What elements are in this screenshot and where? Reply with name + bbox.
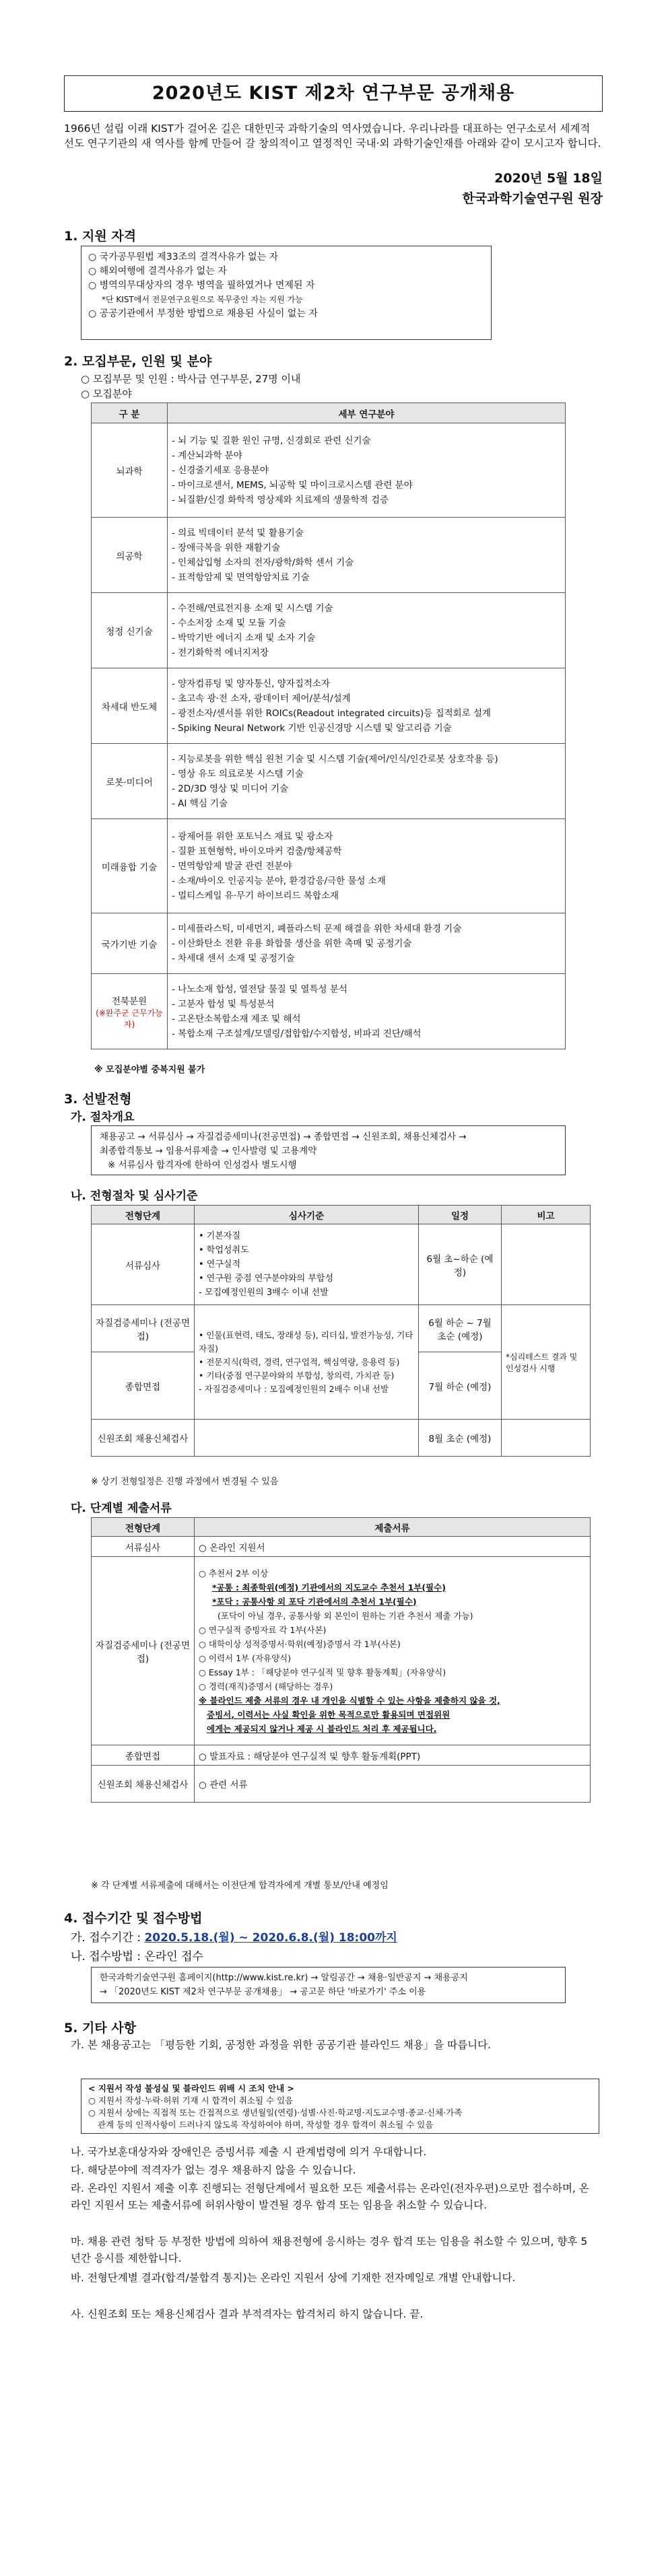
- doc-item: ○ 경력(재직)증명서 (해당하는 경우): [199, 1681, 333, 1692]
- table-header: 전형단계: [92, 1518, 195, 1537]
- stage-name: 서류심사: [92, 1224, 195, 1305]
- field-item: - 뇌 기능 및 질환 원인 규명, 신경회로 관련 신기술: [172, 435, 371, 446]
- field-item: - 인체삽입형 소자의 전자/광학/화학 센서 기술: [172, 557, 354, 568]
- field-item: - 계산뇌과학 분야: [172, 450, 242, 461]
- field-category: 미래융합 기술: [92, 819, 168, 913]
- field-item: - 신경줄기세포 응용분야: [172, 464, 269, 476]
- organization-name: 한국과학기술연구원 원장: [462, 191, 603, 206]
- application-method-box: [91, 1967, 566, 2003]
- field-item: - 뇌질환/신경 화학적 영상제와 치료제의 생물학적 검증: [172, 494, 389, 506]
- field-category-note: (※완주군 근무가능자): [96, 1008, 163, 1029]
- field-item: - 영상 유도 의료로봇 시스템 기술: [172, 768, 304, 779]
- blind-warning-box: [81, 2079, 599, 2134]
- section-2-title: 2. 모집부문, 인원 및 분야: [64, 354, 212, 369]
- section-5-title: 5. 기타 사항: [64, 2021, 137, 2035]
- doc-item: ○ 연구실적 증빙자료 각 1부(사본): [199, 1624, 327, 1635]
- field-item: - AI 핵심 기술: [172, 798, 228, 809]
- stage-remark: *심리테스트 결과 및 인성검사 시행: [502, 1305, 591, 1420]
- doc-item: ○ 이력서 1부 (자유양식): [199, 1652, 292, 1663]
- recruit-fields-label: ○ 모집분야: [81, 388, 132, 400]
- field-item: - 표적항암제 및 면역항암치료 기술: [172, 571, 310, 583]
- table-header: 비고: [502, 1206, 591, 1224]
- eligibility-item: ○ 병역의무대상자의 경우 병역을 필하였거나 면제된 자: [88, 280, 315, 291]
- field-item: - 전기화학적 에너지저장: [172, 647, 269, 658]
- table-header: 심사기준: [195, 1206, 419, 1224]
- blind-recruitment-note: 가. 본 채용공고는 「평등한 기회, 공정한 과정을 위한 공공기관 블라인드 채용」을 따릅니다.: [71, 2039, 492, 2051]
- field-category: 국가기반 기술: [92, 913, 168, 974]
- field-category: 청정 신기술: [92, 593, 168, 668]
- field-item: - 고온탄소복합소재 제조 및 해석: [172, 1013, 301, 1024]
- application-period-value: 2020.5.18.(월) ~ 2020.6.8.(월) 18:00까지: [144, 1931, 397, 1945]
- documents-table: [91, 1517, 591, 1803]
- stage-name: 자질검증세미나 (전공면접): [92, 1557, 195, 1745]
- stage-name: 종합면접: [92, 1745, 195, 1766]
- field-item: - Spiking Neural Network 기반 인공신경망 시스템 및 알고리즘 기술: [172, 722, 452, 734]
- doc-item: *공통 : 최종학위(예정) 기관에서의 지도교수 추천서 1부(필수): [212, 1582, 446, 1593]
- research-fields-table: [91, 403, 566, 1049]
- field-category: 의공학: [92, 518, 168, 593]
- process-overview-box: [91, 1125, 566, 1175]
- field-item: - 질환 표현형학, 바이오마커 검출/항체공학: [172, 845, 342, 857]
- field-item: - 미세플라스틱, 미세먼지, 폐플라스틱 문제 해결을 위한 차세대 환경 기술: [172, 923, 462, 934]
- field-item: - 수소저장 소재 및 모듈 기술: [172, 617, 286, 629]
- recruit-count: ○ 모집부문 및 인원 : 박사급 연구부문, 27명 이내: [81, 373, 301, 385]
- section-1-title: 1. 지원 자격: [64, 229, 137, 244]
- criteria-item: • 학업성취도: [199, 1245, 249, 1255]
- stage-schedule: 6월 초~하순 (예정): [419, 1224, 502, 1305]
- doc-item: ○ 발표자료 : 해당분야 연구실적 및 향후 활동계획(PPT): [195, 1745, 591, 1766]
- section-3-title: 3. 선발전형: [64, 1092, 132, 1107]
- field-item: - 나노소재 합성, 열전달 물질 및 열특성 분석: [172, 983, 347, 995]
- field-item: - 차세대 센서 소재 및 공정기술: [172, 952, 295, 964]
- stage-schedule: 8월 초순 (예정): [419, 1420, 502, 1457]
- process-line: 채용공고 → 서류심사 → 자질검증세미나(전공면접) → 종합면접 → 신원조회, 채용신체검사 →: [100, 1132, 467, 1142]
- table-header: 세부 연구분야: [168, 403, 566, 423]
- table-header: 일정: [419, 1206, 502, 1224]
- criteria-item: • 기본자질: [199, 1231, 241, 1241]
- field-item: - 면역항암제 발굴 관련 전분야: [172, 860, 292, 872]
- application-link-line: 한국과학기술연구원 홈페이지(http://www.kist.re.kr) → 알림공간 → 채용·일반공지 → 채용공지: [100, 1973, 468, 1983]
- doc-item: (포닥이 아닐 경우, 공통사항 외 본인이 원하는 기관 추천서 제출 가능): [218, 1610, 473, 1621]
- blind-warning-item: ○ 지원서 상에는 직접적 또는 간접적으로 생년월일(연령)·성별·사진·학교명·지도교수명·종교·신체·가족: [88, 2108, 463, 2118]
- field-item: - 장애극복을 위한 재활기술: [172, 542, 281, 553]
- table-header: 전형단계: [92, 1206, 195, 1224]
- blind-warning-item: 관계 등의 인적사항이 드러나지 않도록 작성하여야 하며, 작성할 경우 합격이 취소될 수 있음: [98, 2120, 434, 2130]
- eligibility-note: *단 KIST에서 전문연구요원으로 복무중인 자는 지원 가능: [102, 295, 303, 304]
- intro-text: 1966년 설립 이래 KIST가 걸어온 길은 대한민국 과학기술의 역사였습니다. 우리나라를 대표하는 연구소로서 세계적 선도 연구기관의 새 역사를 함께 만들어 갈 창의적이고 열정적인 국내·외 과학기술인재를 아래와 같이 모시고자 합니다.: [64, 123, 601, 149]
- doc-item: 증빙서, 이력서는 사실 확인을 위한 목적으로만 활용되며 면접위원: [207, 1709, 450, 1720]
- stage-name: 신원조회 채용신체검사: [92, 1766, 195, 1803]
- page-title: 2020년도 KIST 제2차 연구부문 공개채용: [64, 75, 603, 112]
- duplicate-apply-note: ※ 모집분야별 중복지원 불가: [94, 1065, 205, 1075]
- doc-item: ○ 관련 서류: [195, 1766, 591, 1803]
- misc-item: 바. 전형단계별 결과(합격/불합격 통지)는 온라인 지원서 상에 기재한 전자메일로 개별 안내합니다.: [71, 2272, 516, 2284]
- field-item: - 수전해/연료전지용 소재 및 시스템 기술: [172, 602, 333, 614]
- stage-name: 자질검증세미나 (전공면접): [92, 1305, 195, 1352]
- criteria-item: • 인물(표현력, 태도, 장래성 등), 리더십, 발전가능성, 기타 자질): [199, 1329, 413, 1354]
- doc-item: 에게는 제공되지 않거나 제공 시 블라인드 처리 후 제공됩니다.: [207, 1723, 437, 1734]
- field-item: - 마이크로센서, MEMS, 뇌공학 및 마이크로시스템 관련 분야: [172, 479, 413, 491]
- criteria-item: - 모집예정인원의 3배수 이내 선발: [199, 1288, 329, 1298]
- criteria-item: • 연구원 중점 연구분야와의 부합성: [199, 1274, 334, 1284]
- field-item: - 박막기반 에너지 소재 및 소자 기술: [172, 632, 316, 643]
- field-item: - 초고속 광·전 소자, 광데이터 제어/분석/설계: [172, 693, 351, 704]
- field-category: 차세대 반도체: [92, 668, 168, 744]
- field-category: 뇌과학: [92, 423, 168, 518]
- field-item: - 의료 빅데이터 분석 및 활용기술: [172, 527, 304, 538]
- eligibility-box: [81, 246, 492, 340]
- announcement-date: 2020년 5월 18일: [494, 171, 603, 186]
- application-method: 나. 접수방법 : 온라인 접수: [71, 1950, 203, 1963]
- misc-item: 다. 해당분야에 적격자가 없는 경우 채용하지 않을 수 있습니다.: [71, 2164, 356, 2176]
- doc-item: ○ 온라인 지원서: [195, 1537, 591, 1557]
- eligibility-item: ○ 국가공무원법 제33조의 결격사유가 없는 자: [88, 252, 279, 263]
- process-note: ※ 서류심사 합격자에 한하여 인성검사 별도시행: [108, 1160, 297, 1171]
- misc-item: 마. 채용 관련 청탁 등 부정한 방법에 의하여 채용전형에 응시하는 경우 합격 또는 임용을 취소할 수 있으며, 향후 5년간 응시를 제한합니다.: [71, 2235, 588, 2264]
- table-header: 구 분: [92, 403, 168, 423]
- doc-item: ※ 블라인드 제출 서류의 경우 내 개인을 식별할 수 있는 사항을 제출하지 않을 것,: [199, 1695, 500, 1706]
- field-item: - 광전소자/센서를 위한 ROICs(Readout integrated circuits)등 집적회로 설계: [172, 707, 492, 719]
- field-item: - 소재/바이오 인공지능 분야, 환경감응/극한 물성 소재: [172, 875, 386, 886]
- stage-criteria-table: [91, 1205, 591, 1457]
- misc-item: 나. 국가보훈대상자와 장애인은 증빙서류 제출 시 관계법령에 의거 우대합니다.: [71, 2146, 427, 2158]
- misc-item: 사. 신원조회 또는 채용신체검사 결과 부적격자는 합격처리 하지 않습니다. 끝.: [71, 2308, 424, 2320]
- doc-item: *포닥 : 공통사항 외 포닥 기관에서의 추천서 1부(필수): [212, 1596, 417, 1607]
- application-link-line: → 「2020년도 KIST 제2차 연구부문 공개채용」 → 공고문 하단 '바로가기' 주소 이용: [100, 1987, 426, 1997]
- field-item: - 이산화탄소 전환 유용 화합물 생산을 위한 촉매 및 공정기술: [172, 938, 412, 949]
- field-item: - 복합소재 구조설계/모델링/접합합/수지합성, 비파괴 진단/해석: [172, 1028, 422, 1039]
- documents-title: 다. 단계별 제출서류: [71, 1502, 172, 1515]
- criteria-item: • 전문지식(학력, 경력, 연구업적, 핵심역량, 응용력 등): [199, 1356, 400, 1367]
- blind-warning-title: < 지원서 작성 불성실 및 블라인드 위배 시 조치 안내 >: [88, 2083, 294, 2093]
- field-item: - 지능로봇을 위한 핵심 원천 기술 및 시스템 기술(제어/인식/인간로봇 상호작용 등): [172, 753, 498, 765]
- misc-item: 라. 온라인 지원서 제출 이후 진행되는 전형단계에서 필요한 모든 제출서류는 온라인(전자우편)으로만 접수하며, 온라인 지원서 또는 제출서류에 허위사항이 발견될 경우 합격 또는 임용을 취소할 수 있습니다.: [71, 2182, 589, 2211]
- table-header: 제출서류: [195, 1518, 591, 1537]
- field-item: - 양자컴퓨팅 및 양자통신, 양자집적소자: [172, 678, 330, 689]
- application-period-label: 가. 접수기간 :: [71, 1931, 145, 1945]
- stage-name: 신원조회 채용신체검사: [92, 1420, 195, 1457]
- application-period: [71, 1928, 397, 1945]
- stage-name: 서류심사: [92, 1537, 195, 1557]
- schedule-change-note: ※ 상기 전형일정은 진행 과정에서 변경될 수 있음: [91, 1477, 279, 1487]
- criteria-item: - 자질검증세미나 : 모집예정인원의 2배수 이내 선발: [199, 1383, 389, 1394]
- section-4-title: 4. 접수기간 및 접수방법: [64, 1911, 203, 1926]
- doc-item: ○ Essay 1부 : 「해당분야 연구실적 및 향후 활동계획」(자유양식): [199, 1667, 446, 1677]
- stage-name: 종합면접: [92, 1352, 195, 1420]
- criteria-item: • 연구실적: [199, 1259, 241, 1269]
- doc-item: ○ 대학이상 성적증명서·학위(예정)증명서 각 1부(사본): [199, 1638, 401, 1649]
- field-item: - 고분자 합성 및 특성분석: [172, 998, 275, 1010]
- doc-item: ○ 추천서 2부 이상: [199, 1568, 269, 1578]
- stage-schedule: 6월 하순 ~ 7월 초순 (예정): [419, 1305, 502, 1352]
- field-item: - 멀티스케일 유·무기 하이브리드 복합소재: [172, 890, 339, 901]
- stage-schedule: 7월 하순 (예정): [419, 1352, 502, 1420]
- blind-warning-item: ○ 지원서 작성·누락·허위 기재 시 합격이 취소될 수 있음: [88, 2095, 294, 2105]
- process-line: 최종합격통보 → 임용서류제출 → 인사발령 및 고용계약: [100, 1146, 317, 1156]
- process-overview-title: 가. 절차개요: [71, 1111, 135, 1124]
- field-category: 전북분원: [111, 996, 147, 1007]
- field-category: 로봇·미디어: [92, 744, 168, 819]
- eligibility-item: ○ 해외여행에 결격사유가 없는 자: [88, 266, 227, 277]
- field-item: - 2D/3D 영상 및 미디어 기술: [172, 783, 289, 794]
- criteria-item: • 기타(중점 연구분야와의 부합성, 창의력, 가치관 등): [199, 1370, 395, 1381]
- document-notice-note: ※ 각 단계별 서류제출에 대해서는 이전단계 합격자에게 개별 통보/안내 예정임: [91, 1881, 389, 1891]
- eligibility-item: ○ 공공기관에서 부정한 방법으로 채용된 사실이 없는 자: [88, 308, 318, 319]
- stage-criteria-title: 나. 전형절차 및 심사기준: [71, 1189, 198, 1203]
- field-item: - 광제어를 위한 포토닉스 재료 및 광소자: [172, 831, 333, 842]
